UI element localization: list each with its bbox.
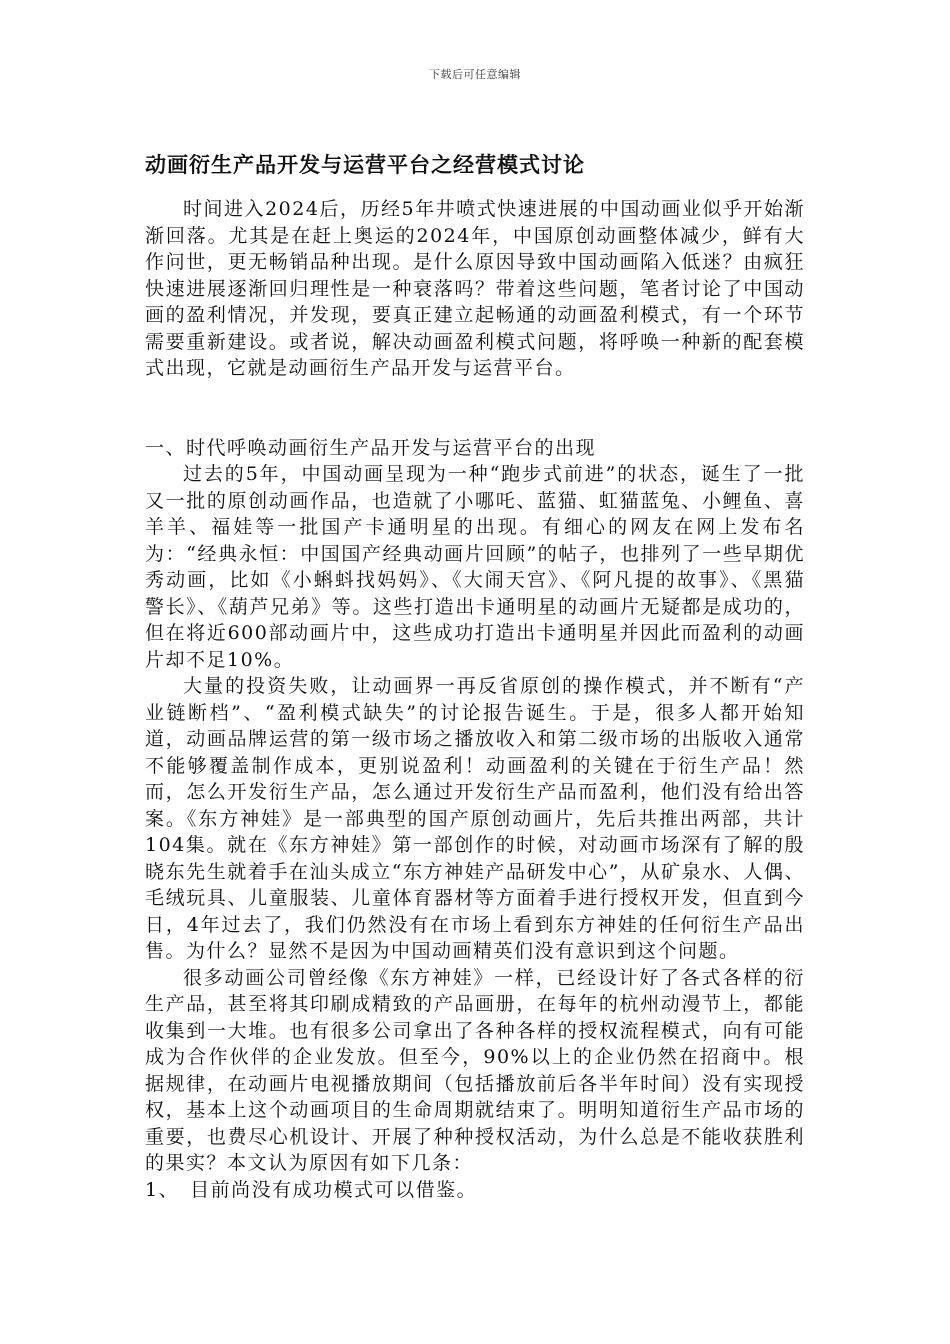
- body-paragraph: 大量的投资失败，让动画界一再反省原创的操作模式，并不断有“产业链断档”、“盈利模式缺失”的讨论报告诞生。于是，很多人都开始知道，动画品牌运营的第一级市场之播放收入和第二级市场的出版收入通常不能够覆盖制作成本，更别说盈利！动画盈利的关键在于衍生产品！然而，怎么开发衍生产品，怎么通过开发衍生产品而盈利，他们没有给出答案。《东方神娃》是一部典型的国产原创动画片，先后共推出两部，共计104集。就在《东方神娃》第一部创作的时候，对动画市场深有了解的殷晓东先生就着手在汕头成立“东方神娃产品研发中心”，从矿泉水、人偶、毛绒玩具、儿童服装、儿童体育器材等方面着手进行授权开发，但直到今日，4年过去了，我们仍然没有在市场上看到东方神娃的任何衍生产品出售。为什么？显然不是因为中国动画精英们没有意识到这个问题。: [145, 675, 805, 962]
- document-title: 动画衍生产品开发与运营平台之经营模式讨论: [145, 153, 585, 177]
- section-heading: 一、时代呼唤动画衍生产品开发与运营平台的出现: [145, 436, 597, 459]
- header-note: 下载后可任意编辑: [429, 68, 521, 81]
- body-paragraph: 很多动画公司曾经像《东方神娃》一样，已经设计好了各式各样的衍生产品，甚至将其印刷成精致的产品画册，在每年的杭州动漫节上，都能收集到一大堆。也有很多公司拿出了各种各样的授权流程模式，向有可能成为合作伙伴的企业发放。但至今，90%以上的企业仍然在招商中。根据规律，在动画片电视播放期间（包括播放前后各半年时间）没有实现授权，基本上这个动画项目的生命周期就结束了。明明知道衍生产品市场的重要，也费尽心机设计、开展了种种授权活动，为什么总是不能收获胜利的果实？本文认为原因有如下几条：: [145, 966, 805, 1174]
- list-item: 1、 目前尚没有成功模式可以借鉴。: [145, 1178, 478, 1201]
- body-paragraph: 过去的5年，中国动画呈现为一种“跑步式前进”的状态，诞生了一批又一批的原创动画作品，也造就了小哪吒、蓝猫、虹猫蓝兔、小鲤鱼、喜羊羊、福娃等一批国产卡通明星的出现。有细心的网友在网上发布名为：“经典永恒：中国国产经典动画片回顾”的帖子，也排列了一些早期优秀动画，比如《小蝌蚪找妈妈》、《大闹天宫》、《阿凡提的故事》、《黑猫警长》、《葫芦兄弟》等。这些打造出卡通明星的动画片无疑都是成功的，但在将近600部动画片中，这些成功打造出卡通明星并因此而盈利的动画片却不足10%。: [145, 463, 805, 671]
- intro-paragraph: 时间进入2024后，历经5年井喷式快速进展的中国动画业似乎开始渐渐回落。尤其是在赶上奥运的2024年，中国原创动画整体减少，鲜有大作问世，更无畅销品种出现。是什么原因导致中国动画陷入低迷？由疯狂快速进展逐渐回归理性是一种衰落吗？带着这些问题，笔者讨论了中国动画的盈利情况，并发现，要真正建立起畅通的动画盈利模式，有一个环节需要重新建设。或者说，解决动画盈利模式问题，将呼唤一种新的配套模式出现，它就是动画衍生产品开发与运营平台。: [145, 198, 805, 379]
- paragraph-gap: [145, 382, 805, 435]
- document-body: [145, 196, 805, 1203]
